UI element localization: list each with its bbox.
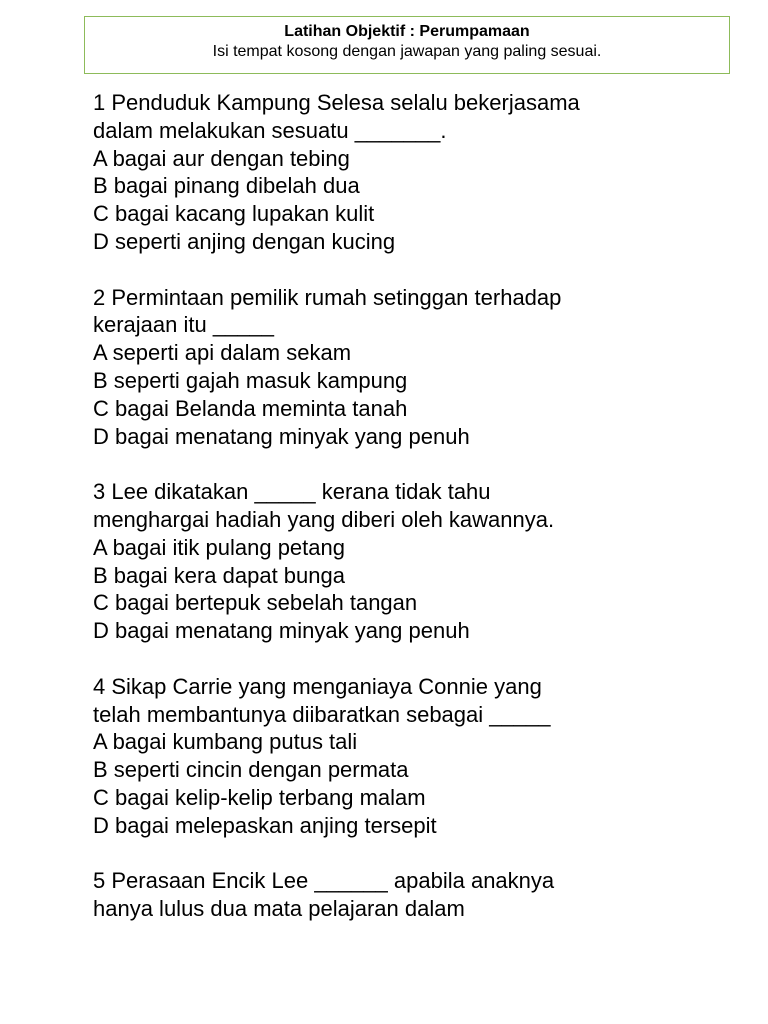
question-stem-line: 4 Sikap Carrie yang menganiaya Connie yang	[93, 673, 542, 699]
question-2	[93, 284, 733, 451]
worksheet-header	[84, 16, 730, 74]
answer-option-a: A bagai aur dengan tebing	[93, 145, 350, 171]
answer-option-c: C bagai kacang lupakan kulit	[93, 201, 375, 227]
worksheet-instruction: Isi tempat kosong dengan jawapan yang paling sesuai.	[212, 43, 602, 60]
question-stem-line: 1 Penduduk Kampung Selesa selalu bekerjasama	[93, 90, 580, 115]
answer-option-a: A seperti api dalam sekam	[93, 340, 352, 366]
answer-option-b: B seperti gajah masuk kampung	[93, 367, 408, 393]
answer-option-d: D bagai menatang minyak yang penuh	[93, 423, 470, 449]
question-stem-line: telah membantunya diibaratkan sebagai _____	[93, 701, 551, 727]
question-5	[93, 867, 733, 923]
answer-option-b: B bagai kera dapat bunga	[93, 562, 345, 588]
question-stem-line: 2 Permintaan pemilik rumah setinggan terhadap	[93, 284, 562, 310]
question-stem-line: hanya lulus dua mata pelajaran dalam	[93, 896, 465, 922]
question-1	[93, 89, 733, 256]
question-stem-line: kerajaan itu _____	[93, 312, 275, 338]
answer-option-c: C bagai Belanda meminta tanah	[93, 395, 408, 421]
question-stem-line: dalam melakukan sesuatu _______.	[93, 117, 447, 143]
worksheet-title: Latihan Objektif : Perumpamaan	[284, 23, 530, 40]
question-stem-line: menghargai hadiah yang diberi oleh kawannya.	[93, 506, 555, 532]
question-4	[93, 673, 733, 840]
answer-option-b: B bagai pinang dibelah dua	[93, 173, 360, 199]
question-3	[93, 478, 733, 645]
answer-option-a: A bagai kumbang putus tali	[93, 729, 358, 755]
question-stem-line: 3 Lee dikatakan _____ kerana tidak tahu	[93, 479, 491, 505]
answer-option-d: D bagai menatang minyak yang penuh	[93, 618, 470, 644]
answer-option-c: C bagai kelip-kelip terbang malam	[93, 784, 426, 810]
answer-option-d: D seperti anjing dengan kucing	[93, 228, 396, 254]
answer-option-d: D bagai melepaskan anjing tersepit	[93, 812, 437, 838]
question-list	[93, 89, 733, 951]
question-stem-line: 5 Perasaan Encik Lee ______ apabila anaknya	[93, 868, 555, 894]
answer-option-b: B seperti cincin dengan permata	[93, 757, 409, 783]
answer-option-a: A bagai itik pulang petang	[93, 534, 345, 560]
answer-option-c: C bagai bertepuk sebelah tangan	[93, 590, 418, 616]
